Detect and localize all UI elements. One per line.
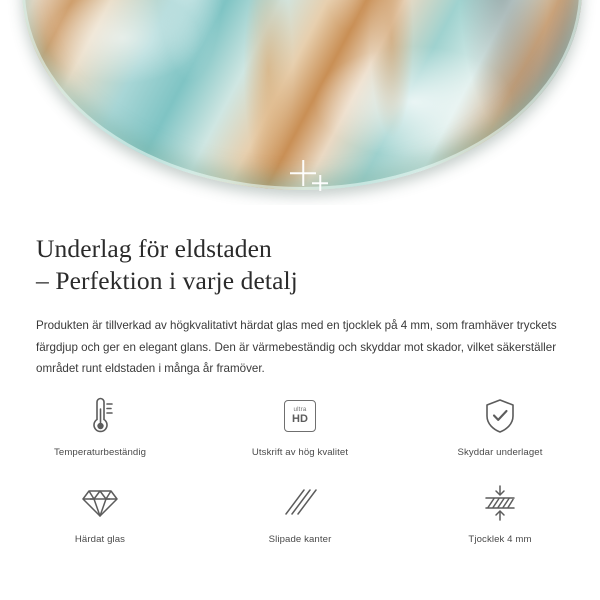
feature-label: Utskrift av hög kvalitet	[251, 447, 349, 458]
content-block	[0, 205, 600, 380]
feature-item-surface-protection	[400, 393, 600, 458]
feature-item-polished-edges	[200, 480, 400, 545]
feature-label: Temperaturbeständig	[53, 447, 147, 458]
polished-edges-icon	[283, 480, 317, 526]
page-title-line-2: – Perfektion i varje detalj	[36, 266, 298, 295]
feature-label: Skyddar underlaget	[457, 447, 543, 458]
diamond-icon	[81, 480, 119, 526]
page-title-line-1: Underlag för eldstaden	[36, 234, 272, 263]
ultra-hd-icon	[284, 393, 316, 439]
feature-label: Slipade kanter	[268, 534, 332, 545]
ultra-hd-bottom-text: HD	[292, 413, 308, 426]
hero-image	[0, 0, 600, 205]
ultra-hd-top-text: ultra	[293, 405, 307, 413]
feature-item-print-quality	[200, 393, 400, 458]
feature-item-temperature	[0, 393, 200, 458]
description-paragraph: Produkten är tillverkad av högkvalitativt härdat glas med en tjocklek på 4 mm, som framhäver tryckets färgdjup och ger en elegant glans. Den är värmebeständig och skyddar mot skador, vilket säkerställer området runt eldstaden i många år framöver.	[36, 319, 557, 375]
feature-label: Tjocklek 4 mm	[468, 534, 532, 545]
thickness-icon	[481, 480, 519, 526]
thermometer-icon	[83, 393, 117, 439]
feature-item-thickness	[400, 480, 600, 545]
feature-item-tempered-glass	[0, 480, 200, 545]
page-title	[0, 205, 600, 297]
feature-label: Härdat glas	[74, 534, 126, 545]
shield-check-icon	[483, 393, 517, 439]
feature-grid	[0, 393, 600, 545]
marble-glass-plate-graphic	[22, 0, 582, 190]
